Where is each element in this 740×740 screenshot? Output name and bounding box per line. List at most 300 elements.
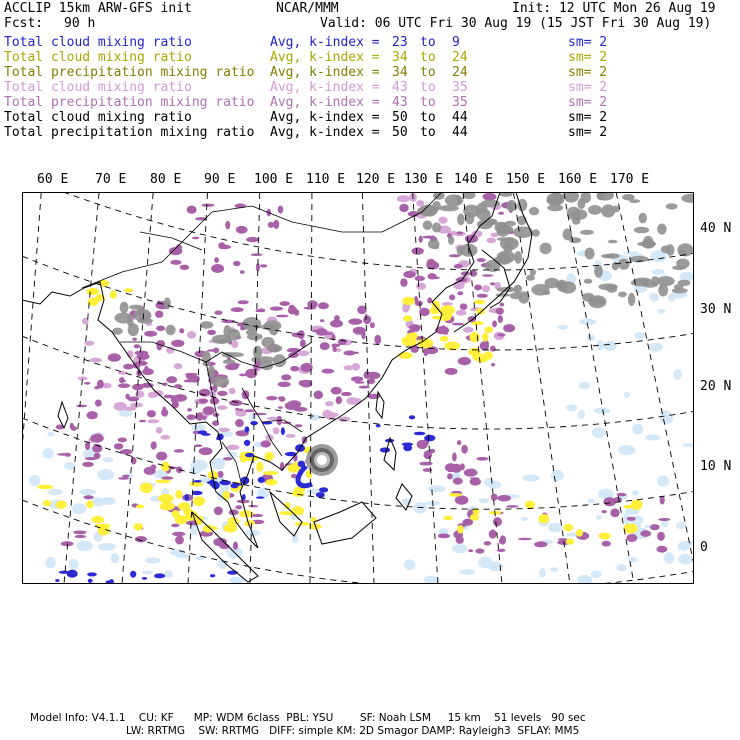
light-blue-cloud	[119, 410, 132, 417]
yellow-cloud	[158, 494, 174, 503]
longitude-label: 150 E	[506, 172, 546, 187]
purple-precip	[423, 348, 428, 356]
field-smoothing: sm= 2	[568, 110, 608, 125]
purple-precip	[65, 453, 71, 457]
longitude-label: 140 E	[454, 172, 494, 187]
purple-precip	[427, 297, 432, 303]
purple-precip	[626, 534, 637, 542]
longitude-label: 100 E	[254, 172, 294, 187]
purple-cloud	[218, 428, 230, 432]
light-blue-cloud	[587, 499, 595, 503]
purple-precip	[453, 478, 463, 485]
yellow-cloud	[189, 482, 203, 487]
light-blue-cloud	[624, 392, 630, 398]
blue-cloud	[319, 487, 328, 492]
purple-precip	[253, 413, 267, 415]
yellow-cloud	[134, 523, 143, 530]
gray-cloud	[480, 218, 497, 225]
light-blue-cloud	[479, 498, 486, 503]
field-avg-label: Avg, k-index =	[270, 110, 380, 125]
purple-precip	[90, 434, 104, 443]
purple-precip	[316, 328, 328, 336]
light-blue-cloud	[521, 517, 528, 521]
light-blue-cloud	[459, 569, 475, 575]
longitude-label: 70 E	[95, 172, 127, 187]
blue-cloud	[245, 426, 250, 432]
purple-precip	[658, 518, 670, 521]
purple-precip	[278, 406, 283, 408]
blue-cloud	[424, 435, 435, 442]
gray-cloud	[200, 321, 214, 329]
gray-cloud	[526, 275, 535, 281]
purple-precip	[461, 445, 468, 454]
purple-precip	[231, 307, 244, 312]
field-k-to: to	[420, 65, 436, 80]
light-blue-cloud	[64, 462, 75, 470]
light-blue-cloud	[664, 552, 674, 564]
gray-cloud	[657, 224, 666, 235]
yellow-cloud	[95, 524, 111, 529]
purple-precip	[490, 282, 495, 285]
gray-cloud	[672, 266, 686, 271]
purple-precip	[266, 396, 277, 400]
purple-precip	[147, 410, 156, 417]
purple-precip	[273, 220, 279, 229]
light-blue-cloud	[46, 557, 56, 569]
purple-cloud	[156, 427, 163, 434]
gray-cloud	[540, 243, 552, 255]
purple-precip	[475, 548, 484, 553]
purple-precip	[251, 253, 263, 256]
purple-precip	[202, 204, 215, 207]
yellow-cloud	[86, 288, 99, 295]
purple-precip	[260, 264, 267, 267]
purple-precip	[477, 294, 488, 298]
purple-precip	[660, 496, 665, 505]
purple-precip	[497, 549, 506, 552]
purple-precip	[374, 335, 381, 344]
yellow-cloud	[264, 452, 274, 461]
purple-precip	[70, 423, 74, 430]
field-k-end: 24	[452, 50, 468, 65]
light-blue-cloud	[43, 448, 54, 458]
field-smoothing: sm= 2	[568, 35, 608, 50]
field-name: Total precipitation mixing ratio	[4, 65, 255, 80]
gray-cloud	[211, 376, 229, 387]
yellow-cloud	[443, 516, 453, 520]
purple-precip	[417, 440, 428, 449]
yellow-cloud	[623, 524, 638, 534]
purple-precip	[196, 412, 203, 420]
purple-precip	[287, 400, 301, 408]
blue-cloud	[216, 437, 222, 440]
purple-precip	[498, 315, 503, 323]
purple-precip	[463, 358, 467, 365]
longitude-label: 90 E	[204, 172, 236, 187]
gray-cloud	[612, 262, 619, 271]
purple-cloud	[84, 341, 94, 346]
yellow-cloud	[398, 352, 412, 359]
light-blue-cloud	[591, 570, 602, 578]
purple-cloud	[322, 410, 332, 419]
light-blue-cloud	[558, 325, 569, 330]
field-k-end: 9	[452, 35, 460, 50]
field-k-start: 43	[392, 80, 408, 95]
gray-cloud	[510, 292, 523, 299]
gray-cloud	[432, 201, 441, 211]
purple-cloud	[229, 388, 236, 395]
purple-precip	[476, 457, 488, 461]
blue-cloud	[185, 494, 189, 501]
field-k-end: 35	[452, 95, 468, 110]
gray-cloud	[115, 313, 134, 324]
gray-cloud	[497, 287, 517, 292]
yellow-cloud	[631, 500, 643, 510]
purple-precip	[214, 311, 222, 315]
field-k-start: 34	[392, 50, 408, 65]
yellow-cloud	[110, 291, 117, 299]
gray-cloud	[601, 254, 615, 258]
purple-precip	[307, 300, 317, 308]
light-blue-cloud	[72, 503, 86, 514]
purple-precip	[348, 318, 362, 324]
light-blue-cloud	[170, 549, 186, 555]
field-k-end: 35	[452, 80, 468, 95]
field-avg-label: Avg, k-index =	[270, 35, 380, 50]
purple-precip	[400, 278, 407, 286]
field-smoothing: sm= 2	[568, 80, 608, 95]
light-blue-cloud	[566, 404, 577, 411]
purple-precip	[118, 438, 127, 443]
purple-precip	[534, 541, 547, 547]
purple-precip	[610, 508, 619, 517]
purple-precip	[287, 348, 301, 353]
light-blue-cloud	[593, 408, 610, 414]
gray-cloud	[223, 359, 236, 364]
purple-precip	[248, 505, 258, 507]
purple-cloud	[135, 391, 144, 398]
field-avg-label: Avg, k-index =	[270, 50, 380, 65]
field-name: Total cloud mixing ratio	[4, 50, 192, 65]
purple-precip	[318, 302, 329, 309]
field-k-to: to	[420, 50, 436, 65]
purple-precip	[233, 261, 241, 266]
purple-precip	[280, 301, 290, 306]
purple-precip	[370, 322, 375, 328]
purple-cloud	[174, 363, 183, 369]
gray-cloud	[133, 309, 151, 322]
purple-precip	[144, 331, 157, 337]
purple-precip	[474, 285, 482, 291]
purple-precip	[95, 400, 102, 407]
purple-precip	[438, 534, 450, 539]
purple-precip	[134, 344, 141, 348]
latitude-label: 20 N	[700, 379, 732, 394]
field-k-to: to	[420, 95, 436, 110]
field-smoothing: sm= 2	[568, 65, 608, 80]
gray-cloud	[247, 333, 263, 340]
purple-precip	[246, 237, 259, 242]
purple-precip	[214, 507, 223, 516]
purple-precip	[415, 301, 423, 307]
purple-precip	[331, 387, 342, 395]
purple-precip	[194, 444, 202, 447]
purple-precip	[229, 400, 242, 406]
purple-precip	[85, 457, 97, 460]
field-name: Total cloud mixing ratio	[4, 35, 192, 50]
blue-cloud	[194, 480, 202, 483]
purple-precip	[281, 374, 291, 380]
yellow-cloud	[124, 288, 133, 292]
purple-precip	[150, 464, 156, 470]
purple-precip	[174, 449, 184, 453]
yellow-cloud	[482, 333, 488, 342]
purple-precip	[238, 409, 243, 411]
gray-cloud	[166, 325, 176, 335]
longitude-label: 170 E	[610, 172, 650, 187]
purple-precip	[506, 505, 519, 508]
purple-precip	[468, 549, 473, 552]
purple-precip	[497, 333, 505, 336]
light-blue-cloud	[164, 570, 172, 578]
purple-precip	[170, 260, 181, 265]
gray-cloud	[253, 346, 262, 359]
purple-precip	[482, 274, 493, 277]
purple-precip	[498, 212, 504, 215]
purple-precip	[320, 342, 330, 350]
purple-precip	[120, 449, 132, 455]
purple-precip	[225, 221, 230, 229]
purple-cloud	[463, 327, 474, 333]
purple-precip	[657, 546, 668, 553]
yellow-cloud	[598, 532, 610, 539]
purple-cloud	[217, 405, 227, 410]
purple-precip	[336, 396, 342, 404]
field-name: Total precipitation mixing ratio	[4, 125, 255, 140]
gray-cloud	[634, 278, 652, 284]
light-blue-cloud	[587, 334, 595, 341]
gray-cloud	[517, 216, 527, 226]
purple-precip	[135, 536, 147, 542]
purple-precip	[118, 477, 129, 480]
purple-precip	[602, 510, 607, 513]
purple-cloud	[338, 417, 350, 422]
field-smoothing: sm= 2	[568, 125, 608, 140]
yellow-cloud	[43, 500, 52, 506]
light-blue-cloud	[657, 475, 669, 486]
purple-precip	[452, 323, 464, 326]
blue-cloud	[210, 574, 215, 577]
latitude-label: 40 N	[700, 221, 732, 236]
gray-cloud	[543, 291, 551, 295]
purple-precip	[203, 406, 215, 415]
purple-precip	[192, 237, 199, 240]
purple-precip	[151, 441, 157, 449]
purple-precip	[235, 419, 244, 427]
purple-precip	[290, 366, 299, 372]
light-blue-cloud	[192, 424, 206, 431]
gray-cloud	[584, 279, 592, 284]
purple-precip	[260, 440, 271, 447]
blue-cloud	[130, 571, 136, 578]
purple-precip	[419, 462, 432, 466]
purple-precip	[424, 450, 433, 459]
light-blue-cloud	[522, 474, 539, 481]
light-blue-cloud	[678, 554, 693, 565]
gray-cloud	[433, 245, 440, 250]
purple-precip	[218, 471, 224, 478]
yellow-cloud	[140, 483, 153, 493]
purple-precip	[108, 353, 121, 361]
light-blue-cloud	[649, 293, 658, 302]
light-blue-cloud	[488, 562, 503, 571]
gray-cloud	[618, 292, 627, 298]
field-k-start: 43	[392, 95, 408, 110]
purple-precip	[75, 535, 87, 538]
light-blue-cloud	[645, 434, 660, 440]
purple-precip	[294, 309, 299, 315]
gray-cloud	[530, 269, 536, 276]
purple-precip	[171, 524, 179, 528]
field-k-end: 24	[452, 65, 468, 80]
forecast-hours: 90 h	[64, 16, 96, 31]
blue-cloud	[88, 579, 93, 583]
blue-cloud	[409, 415, 415, 419]
light-blue-cloud	[634, 332, 645, 339]
yellow-cloud	[483, 352, 493, 360]
purple-precip	[139, 420, 146, 423]
yellow-cloud	[457, 525, 464, 534]
gray-cloud	[661, 246, 671, 254]
purple-precip	[190, 378, 195, 381]
purple-precip	[497, 495, 511, 502]
yellow-cloud	[576, 529, 583, 537]
init-time: Init: 12 UTC Mon 26 Aug 19	[512, 1, 716, 16]
gray-cloud	[651, 276, 659, 285]
field-avg-label: Avg, k-index =	[270, 80, 380, 95]
field-k-to: to	[420, 80, 436, 95]
purple-precip	[640, 530, 651, 537]
purple-precip	[480, 341, 489, 350]
gray-cloud	[657, 276, 675, 286]
yellow-cloud	[155, 480, 171, 484]
purple-precip	[320, 319, 324, 322]
light-blue-cloud	[592, 427, 606, 438]
light-blue-cloud	[191, 460, 208, 471]
purple-precip	[73, 531, 86, 535]
footer-model-info: Model Info: V4.1.1 CU: KF MP: WDM 6class PBL: YSU SF: Noah LSM 15 km 51 levels 90 sec	[30, 712, 586, 724]
purple-precip	[454, 264, 463, 269]
yellow-cloud	[471, 321, 484, 325]
purple-precip	[175, 536, 184, 545]
field-k-start: 50	[392, 110, 408, 125]
purple-precip	[171, 340, 184, 347]
purple-precip	[199, 398, 208, 403]
gray-cloud	[433, 192, 445, 200]
field-k-to: to	[420, 110, 436, 125]
field-k-start: 34	[392, 65, 408, 80]
field-name: Total cloud mixing ratio	[4, 80, 192, 95]
light-blue-cloud	[604, 341, 617, 351]
purple-cloud	[285, 434, 295, 438]
purple-precip	[363, 315, 371, 324]
blue-cloud	[281, 427, 285, 435]
purple-precip	[82, 462, 94, 467]
purple-precip	[443, 332, 449, 335]
blue-cloud	[192, 491, 203, 495]
purple-precip	[359, 386, 370, 389]
light-blue-cloud	[539, 568, 546, 578]
gray-cloud	[606, 285, 617, 293]
purple-cloud	[416, 283, 426, 290]
light-blue-cloud	[424, 576, 440, 584]
purple-precip	[427, 259, 436, 268]
yellow-cloud	[563, 524, 573, 532]
light-blue-cloud	[142, 571, 153, 575]
light-blue-cloud	[69, 559, 79, 571]
blue-cloud	[245, 453, 254, 457]
gray-cloud	[423, 220, 433, 230]
gray-cloud	[545, 278, 560, 289]
yellow-cloud	[402, 297, 415, 305]
yellow-cloud	[56, 501, 67, 509]
purple-precip	[477, 258, 486, 262]
light-blue-cloud	[673, 369, 682, 380]
purple-precip	[187, 408, 192, 412]
purple-precip	[415, 276, 426, 281]
yellow-cloud	[440, 336, 449, 342]
blue-cloud	[380, 447, 390, 452]
purple-cloud	[325, 401, 334, 406]
yellow-cloud	[193, 496, 205, 506]
purple-precip	[403, 271, 415, 278]
blue-cloud	[67, 570, 78, 578]
purple-precip	[270, 307, 283, 311]
purple-precip	[449, 294, 455, 300]
purple-cloud	[456, 310, 467, 316]
yellow-cloud	[160, 502, 175, 510]
yellow-cloud	[240, 452, 248, 463]
purple-precip	[245, 409, 256, 412]
field-k-end: 44	[452, 110, 468, 125]
purple-cloud	[352, 363, 360, 371]
yellow-cloud	[469, 332, 480, 342]
light-blue-cloud	[652, 269, 665, 275]
purple-precip	[499, 539, 504, 544]
purple-precip	[118, 383, 130, 388]
purple-precip	[187, 414, 197, 420]
gray-cloud	[594, 265, 603, 278]
yellow-cloud	[263, 471, 278, 475]
field-smoothing: sm= 2	[568, 50, 608, 65]
purple-precip	[155, 311, 163, 318]
yellow-cloud	[430, 307, 440, 314]
gray-cloud	[457, 214, 465, 226]
purple-precip	[236, 226, 248, 234]
light-blue-cloud	[404, 559, 415, 570]
purple-precip	[137, 361, 148, 366]
purple-precip	[457, 440, 461, 445]
purple-precip	[229, 509, 239, 515]
purple-precip	[447, 473, 453, 479]
light-blue-cloud	[101, 497, 116, 505]
light-blue-cloud	[48, 489, 63, 496]
yellow-cloud	[37, 485, 53, 490]
light-blue-cloud	[657, 309, 665, 314]
purple-precip	[207, 330, 216, 335]
purple-precip	[233, 542, 238, 550]
purple-precip	[121, 380, 126, 383]
